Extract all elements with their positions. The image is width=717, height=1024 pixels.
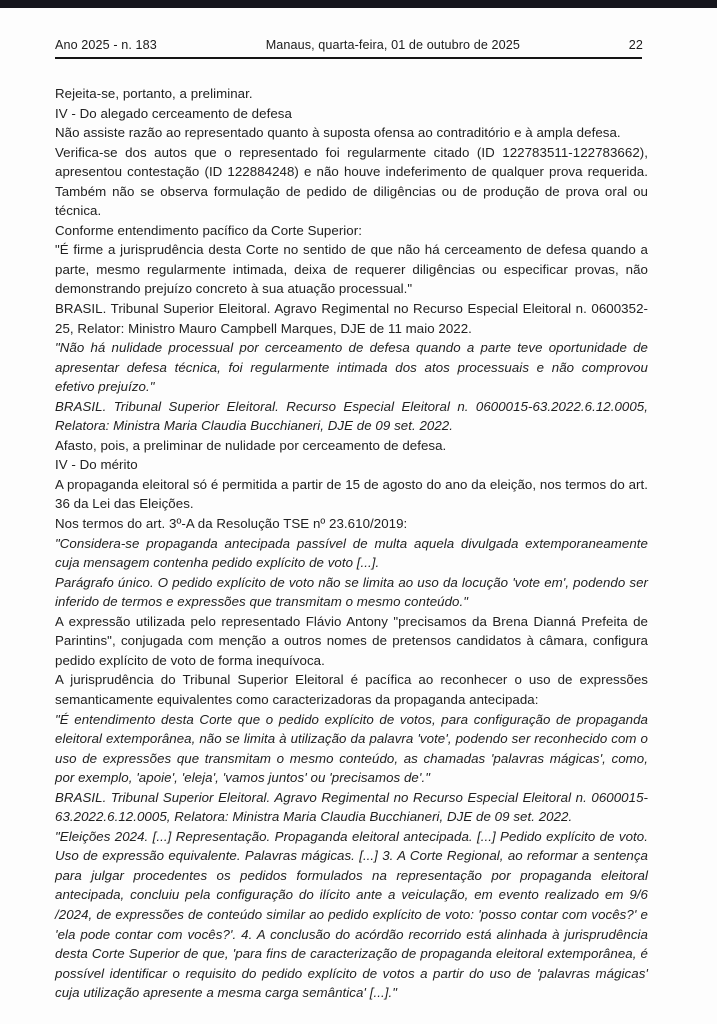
paragraph: Afasto, pois, a preliminar de nulidade por cerceamento de defesa. — [55, 437, 447, 453]
page-header — [55, 38, 643, 52]
paragraph: Não assiste razão ao representado quanto à suposta ofensa ao contraditório e à ampla defesa. — [55, 125, 621, 141]
paragraph: BRASIL. Tribunal Superior Eleitoral. Agravo Regimental no Recurso Especial Eleitoral n. 0600015-63.2022.6.12.0005, Relatora: Ministra Maria Claudia Bucchianeri, DJE de 09 set. 2022. — [55, 789, 648, 825]
paragraph: IV - Do alegado cerceamento de defesa — [55, 105, 292, 121]
header-edition-number: Ano 2025 - n. 183 — [55, 38, 157, 52]
paragraph: Verifica-se dos autos que o representado foi regularmente citado (ID 122783511-122783662), apresentou contestação (ID 122884248) e não houve indeferimento de qualquer prova requerida. Também não se observa formulação de pedido de diligências ou de produção de prova oral ou técnica. — [55, 144, 648, 219]
document-body — [55, 84, 648, 1003]
paragraph: "Considera-se propaganda antecipada passível de multa aquela divulgada extemporaneamente cuja mensagem contenha pedido explícito de voto [...]. — [55, 535, 648, 571]
paragraph: "É entendimento desta Corte que o pedido explícito de votos, para configuração de propaganda eleitoral extemporânea, não se limita à utilização da palavra 'vote', podendo ser reconhecido com o uso de expressões que transmitam o mesmo conteúdo, as chamadas 'palavras mágicas', como, por exemplo, 'apoie', 'eleja', 'vamos juntos' ou 'precisamos de'." — [55, 711, 648, 786]
paragraph: BRASIL. Tribunal Superior Eleitoral. Recurso Especial Eleitoral n. 0600015-63.2022.6.12.0005, Relatora: Ministra Maria Claudia Bucchianeri, DJE de 09 set. 2022. — [55, 398, 648, 434]
paragraph: A propaganda eleitoral só é permitida a partir de 15 de agosto do ano da eleição, nos termos do art. 36 da Lei das Eleições. — [55, 476, 648, 512]
header-page-number: 22 — [628, 38, 643, 52]
paragraph: IV - Do mérito — [55, 457, 138, 473]
paragraph: Parágrafo único. O pedido explícito de voto não se limita ao uso da locução 'vote em', podendo ser inferido de termos e expressões que transmitam o mesmo conteúdo." — [55, 574, 648, 610]
paragraph: Nos termos do art. 3º-A da Resolução TSE nº 23.610/2019: — [55, 516, 408, 532]
paragraph: BRASIL. Tribunal Superior Eleitoral. Agravo Regimental no Recurso Especial Eleitoral n. 0600352-25, Relator: Ministro Mauro Campbell Marques, DJE de 11 maio 2022. — [55, 301, 648, 336]
paragraph: "Não há nulidade processual por cerceamento de defesa quando a parte teve oportunidade de apresentar defesa técnica, foi regularmente intimada dos atos processuais e não comprovou efetivo prejuízo." — [55, 340, 648, 395]
paragraph: A expressão utilizada pelo representado Flávio Antony "precisamos da Brena Dianná Prefeita de Parintins", conjugada com menção a outros nomes de pretensos candidatos à câmara, configura pedido explícito de voto de forma inequívoca. — [55, 613, 648, 668]
paragraph: "Eleições 2024. [...] Representação. Propaganda eleitoral antecipada. [...] Pedido explícito de voto. Uso de expressão equivalente. Palavras mágicas. [...] 3. A Corte Regional, ao reformar a sentença para julgar procedentes os pedidos formulados na representação por propaganda eleitoral antecipada, concluiu pela configuração do ilícito ante a veiculação, em evento realizado em 9/6 /2024, de expressões de conteúdo similar ao pedido explícito de voto: 'posso contar com vocês?' e 'ela pode contar com vocês?'. 4. A conclusão do acórdão recorrido está alinhada à jurisprudência desta Corte Superior de que, 'para fins de caracterização de propaganda eleitoral extemporânea, é possível identificar o requisito do pedido explícito de votos a partir do uso de 'palavras mágicas' cuja utilização apresente a mesma carga semântica' [...]." — [55, 828, 648, 1001]
paragraph: Rejeita-se, portanto, a preliminar. — [55, 86, 253, 101]
paragraph: "É firme a jurisprudência desta Corte no sentido de que não há cerceamento de defesa quando a parte, mesmo regularmente intimada, deixa de requerer diligências ou especificar provas, não demonstrando prejuízo concreto à sua atuação processual." — [55, 242, 648, 297]
paragraph: Conforme entendimento pacífico da Corte Superior: — [55, 222, 362, 238]
scan-top-edge — [0, 0, 717, 8]
header-place-date: Manaus, quarta-feira, 01 de outubro de 2025 — [265, 38, 520, 52]
paragraph: A jurisprudência do Tribunal Superior Eleitoral é pacífica ao reconhecer o uso de expressões semanticamente equivalentes como caracterizadoras da propaganda antecipada: — [55, 672, 648, 707]
header-rule — [55, 57, 642, 59]
